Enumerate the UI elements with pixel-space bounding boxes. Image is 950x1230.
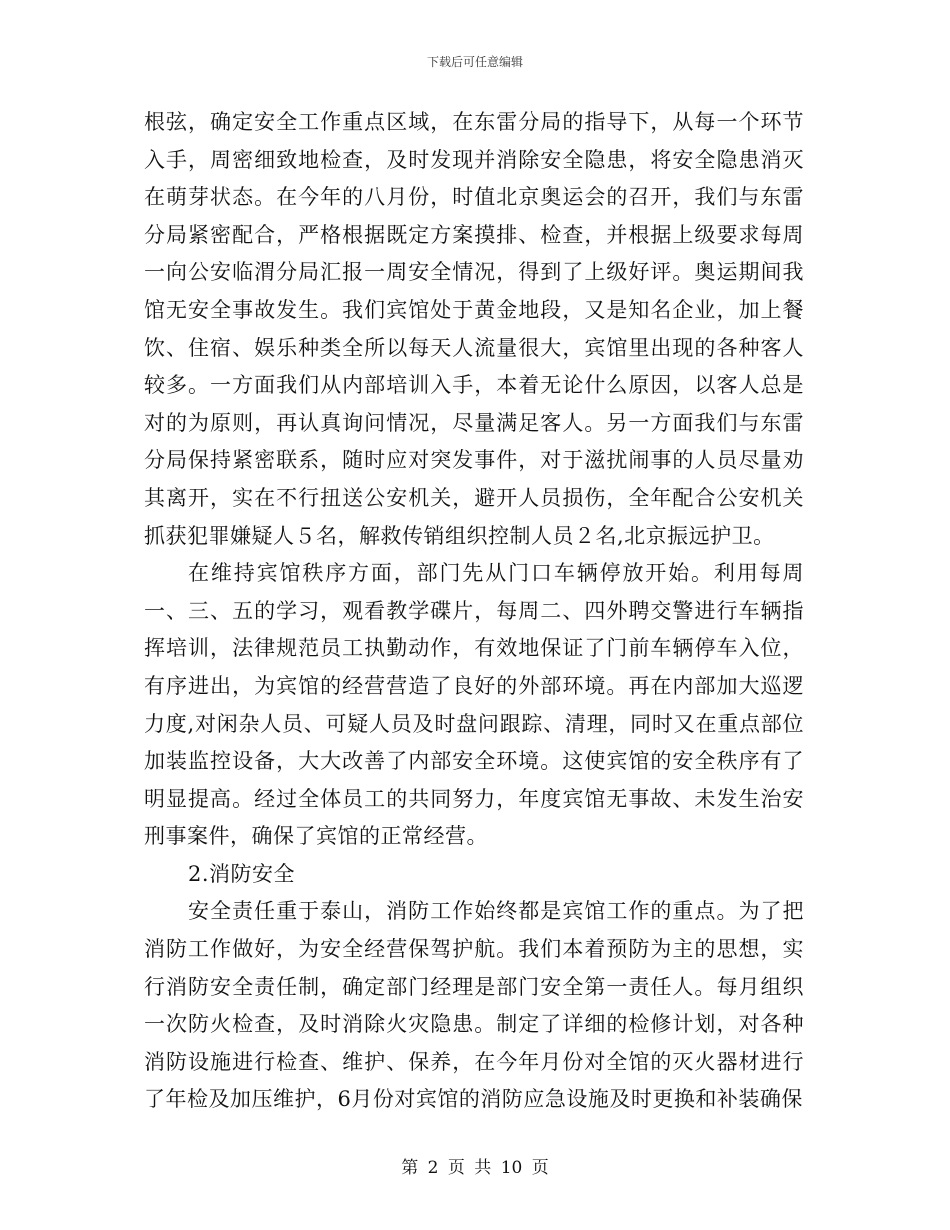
header-note: 下载后可任意编辑 <box>426 55 523 69</box>
document-body <box>144 104 804 1119</box>
section-heading-fire-safety: 2.消防安全 <box>188 861 296 886</box>
paragraph-order: 在维持宾馆秩序方面，部门先从门口车辆停放开始。利用每周一、三、五的学习，观看教学碟片，每周二、四外聘交警进行车辆指挥培训，法律规范员工执勤动作，有效地保证了门前车辆停车入位，有序进出，为宾馆的经营营造了良好的外部环境。再在内部加大巡逻力度,对闲杂人员、可疑人员及时盘问跟踪、清理，同时又在重点部位加装监控设备，大大改善了内部安全环境。这使宾馆的安全秩序有了明显提高。经过全体员工的共同努力，年度宾馆无事故、未发生治安刑事案件，确保了宾馆的正常经营。 <box>144 561 804 849</box>
page-footer: 第 2 页 共 10 页 <box>401 1158 549 1178</box>
paragraph-continuation: 根弦，确定安全工作重点区域，在东雷分局的指导下，从每一个环节入手，周密细致地检查，及时发现并消除安全隐患，将安全隐患消灭在萌芽状态。在今年的八月份，时值北京奥运会的召开，我们与东雷分局紧密配合，严格根据既定方案摸排、检查，并根据上级要求每周一向公安临渭分局汇报一周安全情况，得到了上级好评。奥运期间我馆无安全事故发生。我们宾馆处于黄金地段，又是知名企业，加上餐饮、住宿、娱乐种类全所以每天人流量很大，宾馆里出现的各种客人较多。一方面我们从内部培训入手，本着无论什么原因，以客人总是对的为原则，再认真询问情况，尽量满足客人。另一方面我们与东雷分局保持紧密联系，随时应对突发事件，对于滋扰闹事的人员尽量劝其离开，实在不行扭送公安机关，避开人员损伤，全年配合公安机关抓获犯罪嫌疑人５名，解救传销组织控制人员２名,北京振远护卫。 <box>144 110 804 548</box>
paragraph-fire-safety: 安全责任重于泰山，消防工作始终都是宾馆工作的重点。为了把消防工作做好，为安全经营保驾护航。我们本着预防为主的思想，实行消防安全责任制，确定部门经理是部门安全第一责任人。每月组织一次防火检查，及时消除火灾隐患。制定了详细的检修计划，对各种消防设施进行检查、维护、保养，在今年月份对全馆的灭火器材进行了年检及加压维护，6月份对宾馆的消防应急设施及时更换和补装确保 <box>144 899 804 1112</box>
